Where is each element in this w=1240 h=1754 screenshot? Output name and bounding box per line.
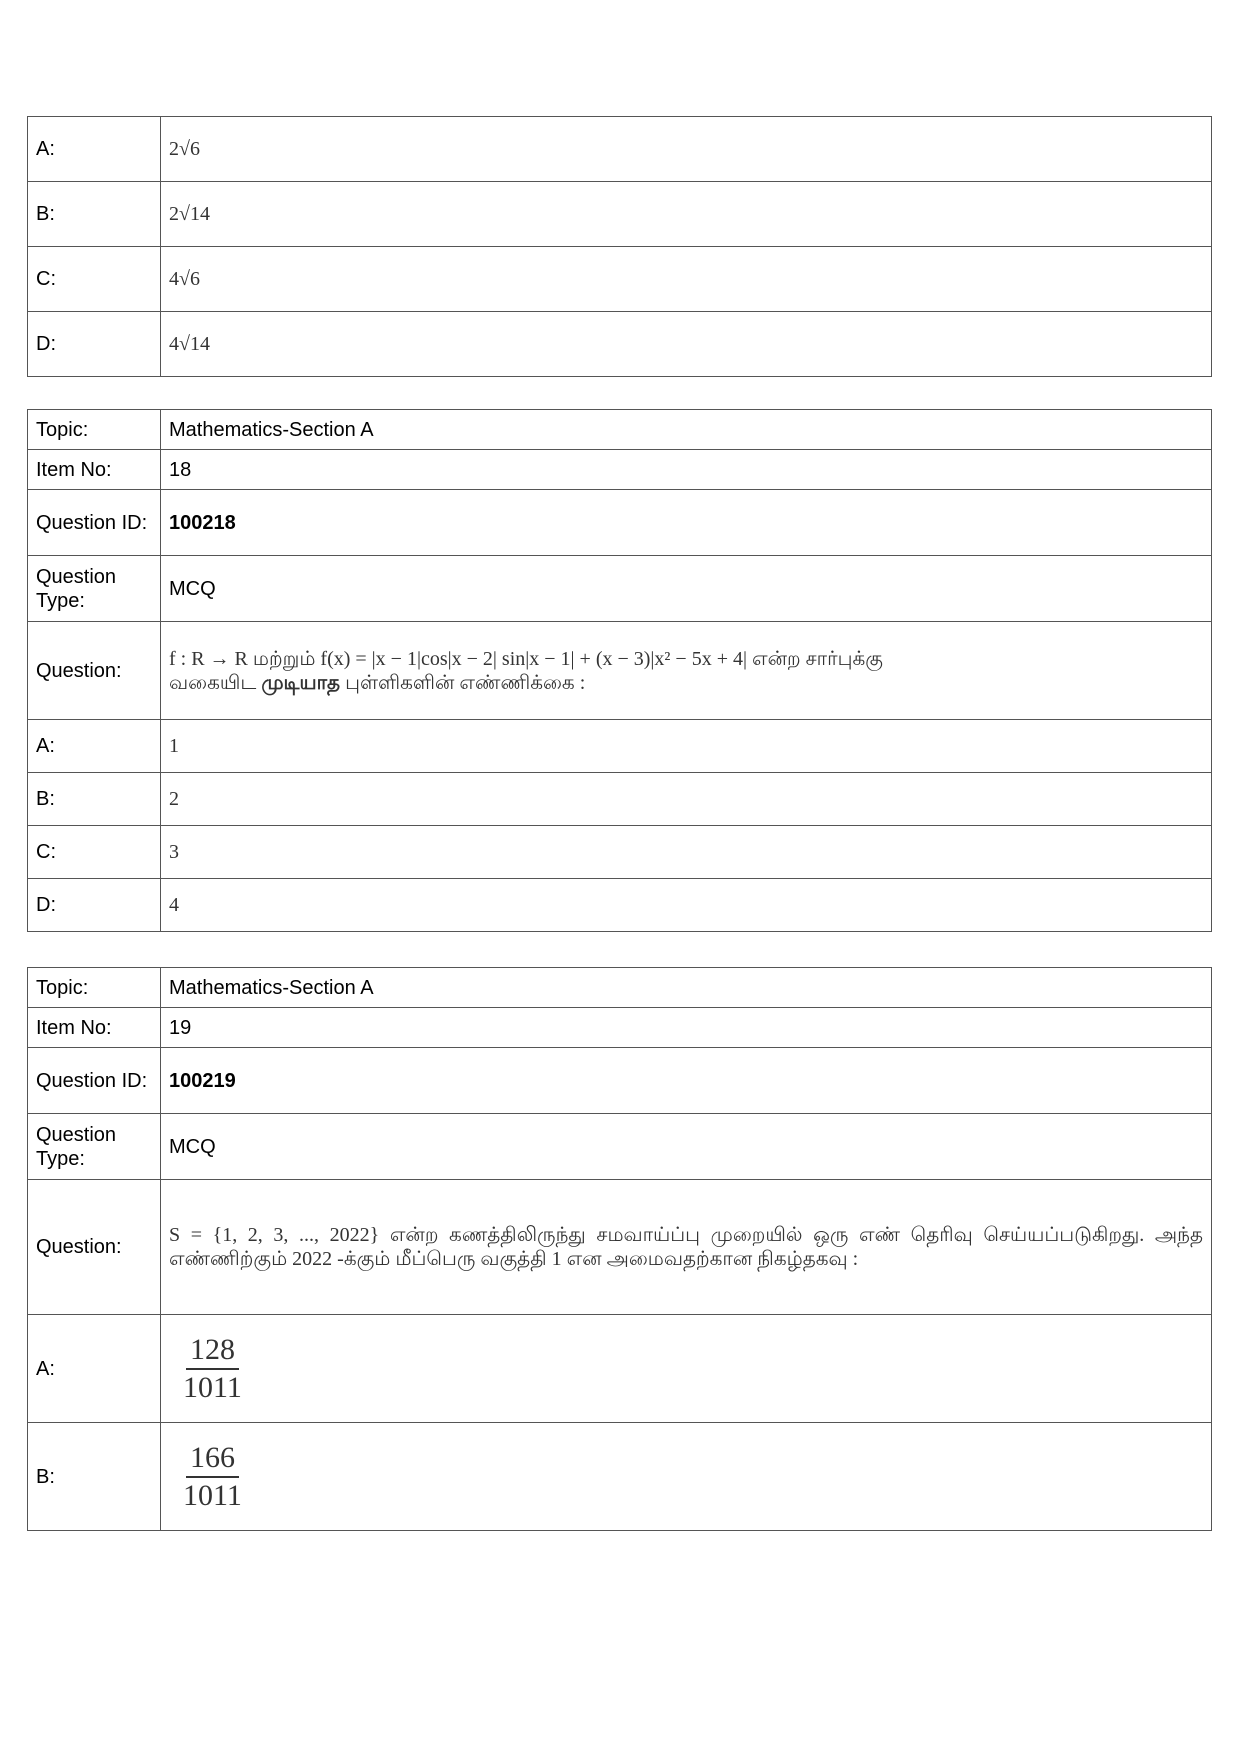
topic-value: Mathematics-Section A — [161, 968, 1212, 1008]
question-row — [28, 1180, 1212, 1315]
option-label: A: — [28, 1315, 161, 1423]
fraction-numerator: 166 — [186, 1440, 239, 1478]
question-type-row — [28, 556, 1212, 622]
option-value: 2√14 — [161, 182, 1212, 247]
option-row-a — [28, 117, 1212, 182]
option-label: D: — [28, 879, 161, 932]
item-no-label: Item No: — [28, 450, 161, 490]
option-label: C: — [28, 826, 161, 879]
item-no-row — [28, 1008, 1212, 1048]
question-label: Question: — [28, 622, 161, 720]
topic-value: Mathematics-Section A — [161, 410, 1212, 450]
question-label: Question: — [28, 1180, 161, 1315]
question-text — [161, 622, 1212, 720]
option-row-c — [28, 247, 1212, 312]
topic-row — [28, 410, 1212, 450]
item-no-row — [28, 450, 1212, 490]
option-value: 4√14 — [161, 312, 1212, 377]
option-label: B: — [28, 773, 161, 826]
question-line-1: f : R → R மற்றும் f(x) = |x − 1|cos|x − 2| sin|x − 1| + (x − 3)|x² − 5x + 4| என்ற சார்புக்கு — [169, 647, 883, 670]
option-value: 3 — [161, 826, 1212, 879]
fraction — [183, 1332, 242, 1406]
question-type-label: Question Type: — [28, 556, 161, 622]
question-id-row — [28, 490, 1212, 556]
question-text: S = {1, 2, 3, ..., 2022} என்ற கணத்திலிருந்து சமவாய்ப்பு முறையில் ஒரு எண் தெரிவு செய்யப்படுகிறது. அந்த எண்ணிற்கும் 2022 -க்கும் மீப்பெரு வகுத்தி 1 என அமைவதற்கான நிகழ்தகவு : — [161, 1180, 1212, 1315]
option-value — [161, 1315, 1212, 1423]
option-value: 2√6 — [161, 117, 1212, 182]
option-label: A: — [28, 117, 161, 182]
question-table-18 — [27, 409, 1212, 932]
item-no-value: 19 — [161, 1008, 1212, 1048]
option-row-b — [28, 773, 1212, 826]
question-line-2-end: புள்ளிகளின் எண்ணிக்கை : — [345, 671, 586, 694]
question-type-value: MCQ — [161, 556, 1212, 622]
question-id-label: Question ID: — [28, 490, 161, 556]
question-row — [28, 622, 1212, 720]
fraction-numerator: 128 — [186, 1332, 239, 1370]
question-id-row — [28, 1048, 1212, 1114]
option-row-a — [28, 1315, 1212, 1423]
question-table-19 — [27, 967, 1212, 1531]
option-row-a — [28, 720, 1212, 773]
option-row-b — [28, 182, 1212, 247]
option-label: D: — [28, 312, 161, 377]
item-no-value: 18 — [161, 450, 1212, 490]
options-table-prev — [27, 116, 1212, 377]
option-row-b — [28, 1423, 1212, 1531]
question-line-2-start: வகையிட — [169, 671, 257, 694]
fraction-denominator: 1011 — [183, 1370, 242, 1404]
option-row-d — [28, 879, 1212, 932]
topic-row — [28, 968, 1212, 1008]
option-value: 2 — [161, 773, 1212, 826]
option-label: A: — [28, 720, 161, 773]
option-row-d — [28, 312, 1212, 377]
option-value — [161, 1423, 1212, 1531]
option-label: C: — [28, 247, 161, 312]
question-type-label: Question Type: — [28, 1114, 161, 1180]
question-line-2-emphasis: முடியாத — [261, 671, 341, 694]
option-row-c — [28, 826, 1212, 879]
option-value: 4 — [161, 879, 1212, 932]
option-label: B: — [28, 182, 161, 247]
option-value: 4√6 — [161, 247, 1212, 312]
topic-label: Topic: — [28, 968, 161, 1008]
question-type-value: MCQ — [161, 1114, 1212, 1180]
question-line-2 — [169, 671, 1203, 695]
question-id-label: Question ID: — [28, 1048, 161, 1114]
fraction — [183, 1440, 242, 1514]
option-label: B: — [28, 1423, 161, 1531]
question-type-row — [28, 1114, 1212, 1180]
topic-label: Topic: — [28, 410, 161, 450]
question-id-value: 100218 — [161, 490, 1212, 556]
item-no-label: Item No: — [28, 1008, 161, 1048]
option-value: 1 — [161, 720, 1212, 773]
question-id-value: 100219 — [161, 1048, 1212, 1114]
fraction-denominator: 1011 — [183, 1478, 242, 1512]
